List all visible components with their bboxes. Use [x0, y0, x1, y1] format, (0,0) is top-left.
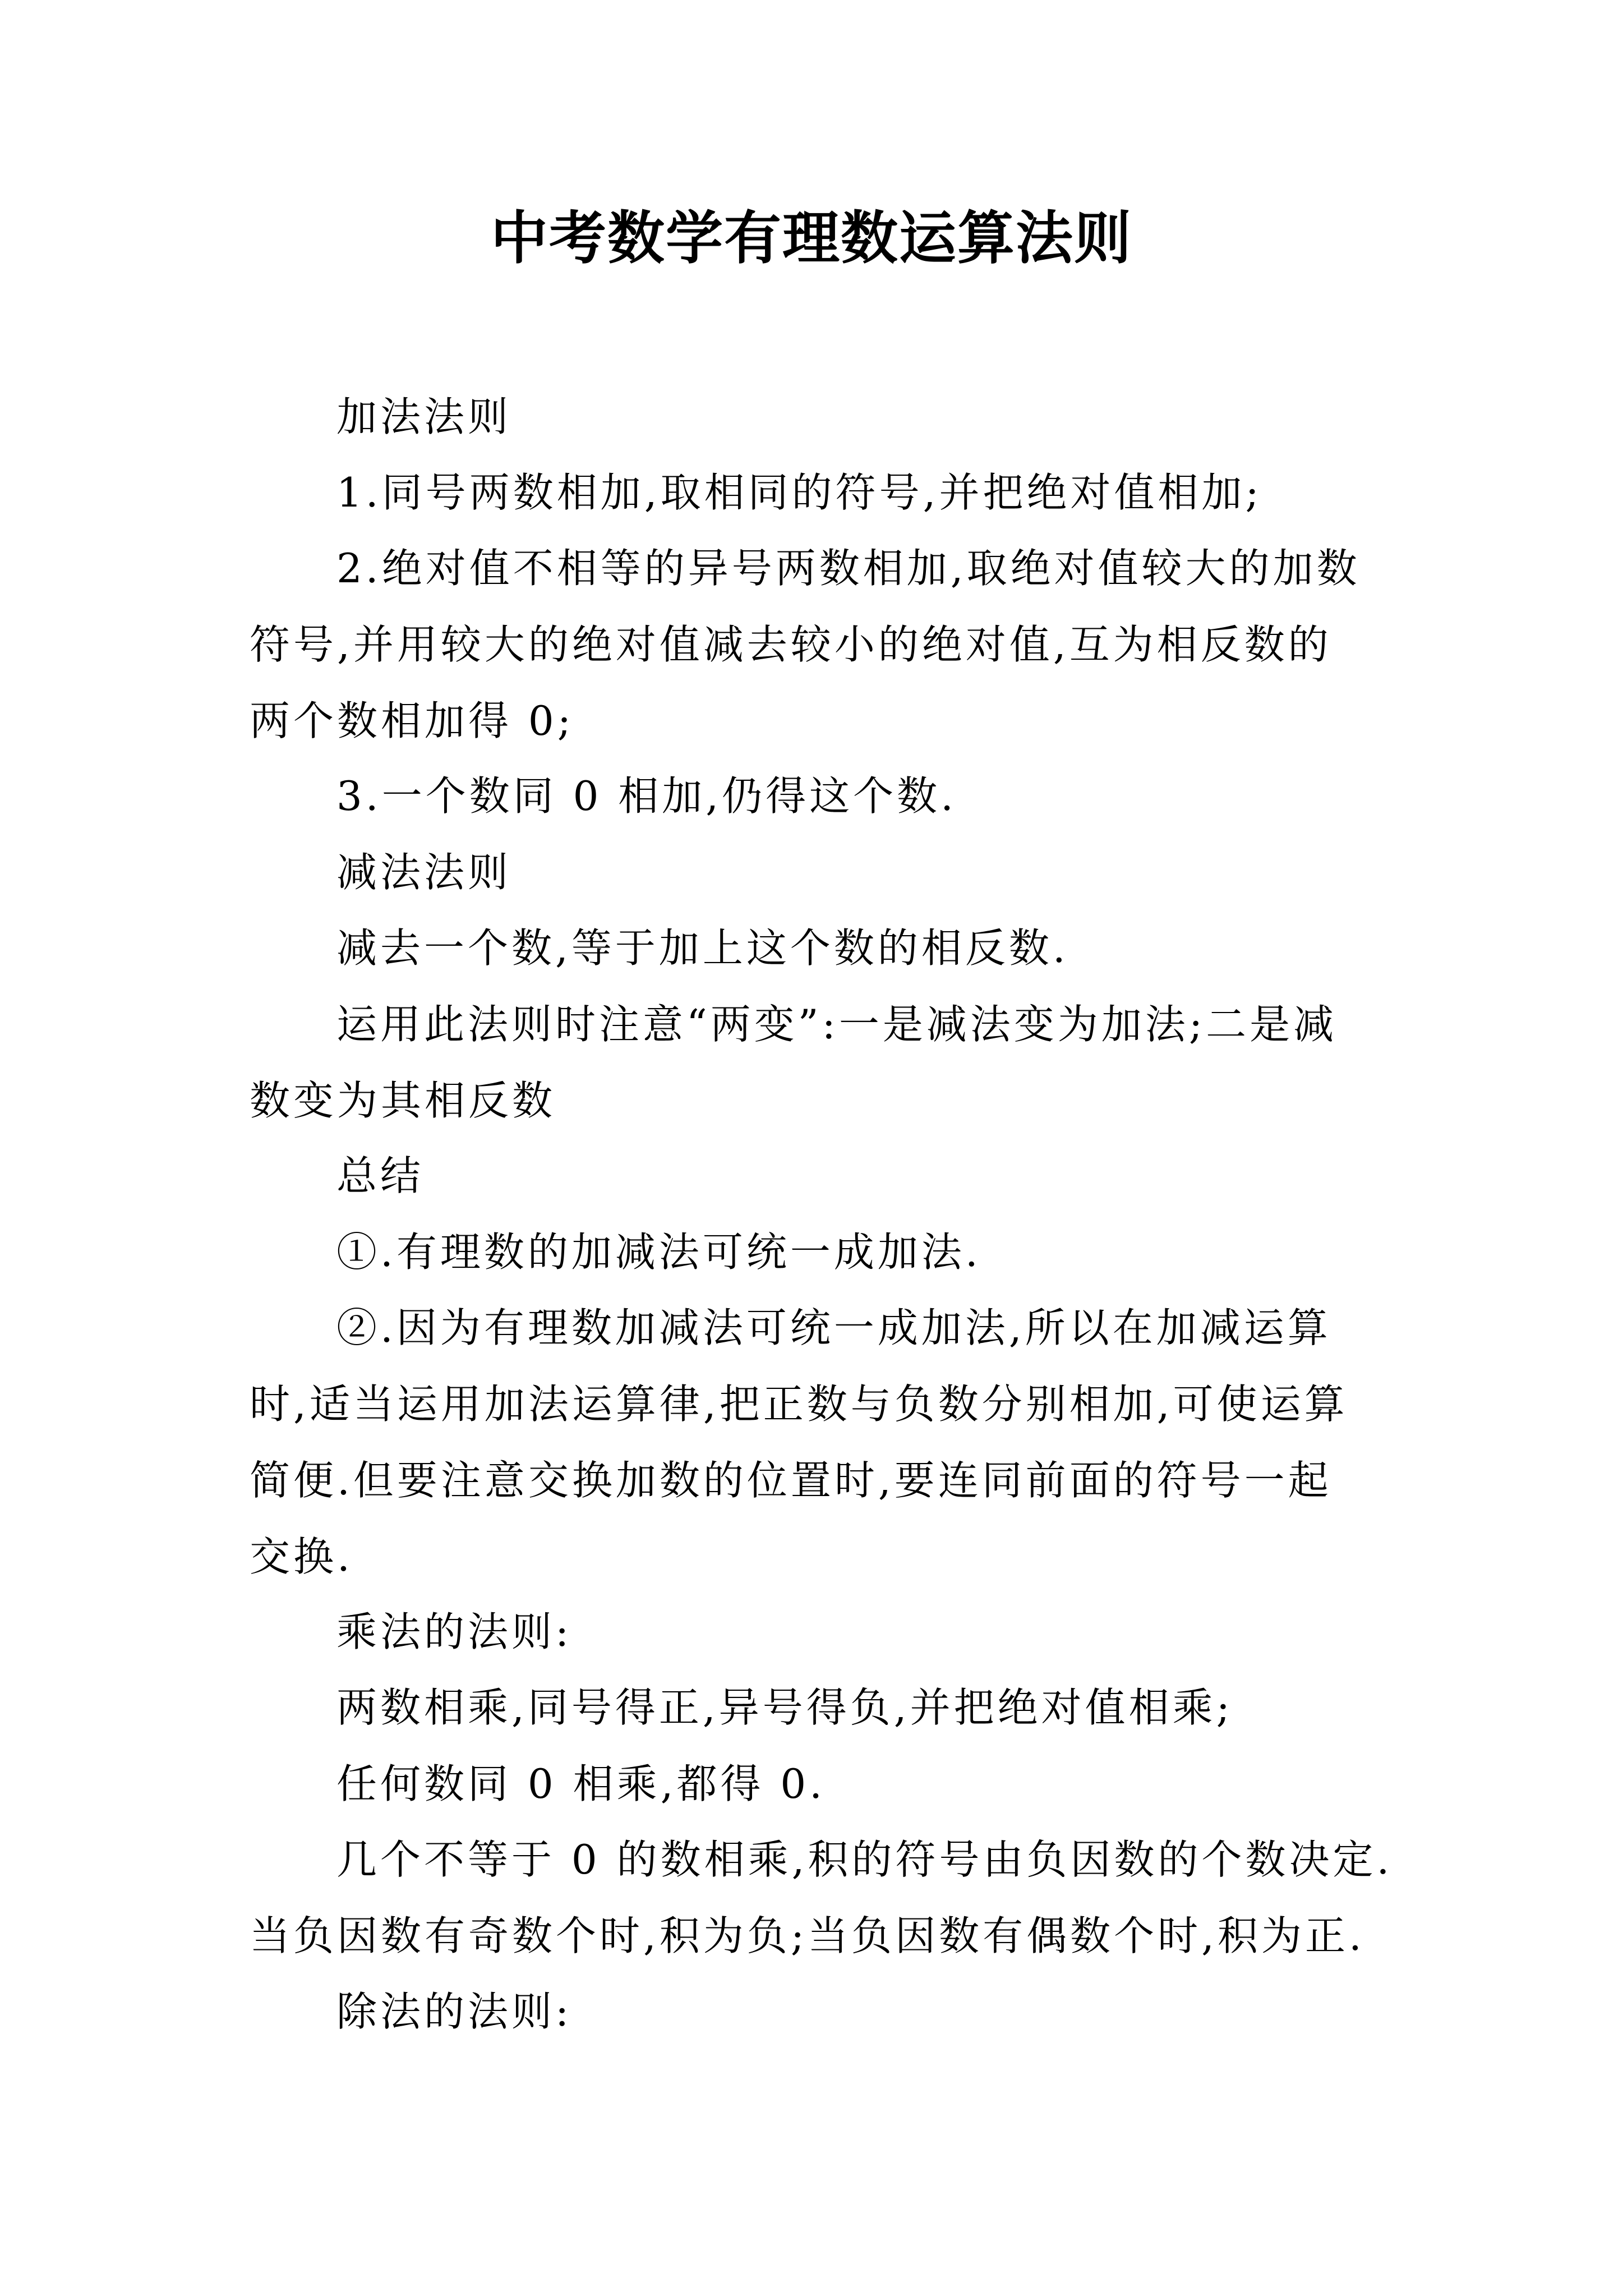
heading-multiplication-rules	[250, 1594, 1382, 1670]
text-line: 加法法则	[336, 393, 512, 440]
text-line: 总结	[336, 1152, 425, 1199]
text-line: 减去一个数,等于加上这个数的相反数.	[336, 924, 1069, 972]
text-line: ①.有理数的加减法可统一成加法.	[336, 1228, 981, 1276]
text-line: 时,适当运用加法运算律,把正数与负数分别相加,可使运算	[250, 1381, 1348, 1428]
text-line: 简便.但要注意交换加数的位置时,要连同前面的符号一起	[250, 1457, 1332, 1504]
page-title: 中考数学有理数运算法则	[491, 205, 1132, 272]
text-line: 几个不等于 0 的数相乘,积的符号由负因数的个数决定.	[336, 1836, 1393, 1883]
heading-summary	[250, 1138, 1382, 1214]
multiplication-rule-1	[250, 1669, 1382, 1746]
text-line: 数变为其相反数	[250, 1077, 556, 1124]
text-line: 2.绝对值不相等的异号两数相加,取绝对值较大的加数	[336, 545, 1361, 592]
heading-division-rules	[250, 1973, 1382, 2050]
summary-point-2	[250, 1290, 1382, 1595]
text-line: 符号,并用较大的绝对值减去较小的绝对值,互为相反数的	[250, 621, 1332, 668]
text-line: ②.因为有理数加减法可统一成加法,所以在加减运算	[336, 1304, 1331, 1351]
text-line: 1.同号两数相加,取相同的符号,并把绝对值相加;	[336, 469, 1262, 516]
text-line: 两个数相加得 0;	[250, 697, 574, 744]
addition-rule-1	[250, 454, 1382, 531]
heading-subtraction-rules	[250, 834, 1382, 910]
heading-addition-rules	[250, 379, 1382, 455]
text-line: 运用此法则时注意“两变”:一是减法变为加法;二是减	[336, 1001, 1338, 1048]
subtraction-rule	[250, 910, 1382, 986]
text-line: 当负因数有奇数个时,积为负;当负因数有偶数个时,积为正.	[250, 1912, 1365, 1959]
summary-point-1	[250, 1214, 1382, 1290]
addition-rule-2	[250, 530, 1382, 759]
multiplication-rule-3	[250, 1821, 1393, 1974]
multiplication-rule-2	[250, 1746, 1382, 1822]
text-line: 3.一个数同 0 相加,仍得这个数.	[336, 772, 957, 820]
addition-rule-3	[250, 758, 1382, 834]
text-line: 减法法则	[336, 849, 512, 896]
text-line: 任何数同 0 相乘,都得 0.	[336, 1760, 826, 1807]
text-line: 交换.	[250, 1533, 353, 1580]
text-line: 乘法的法则:	[336, 1608, 573, 1655]
subtraction-note	[250, 986, 1382, 1139]
text-line: 两数相乘,同号得正,异号得负,并把绝对值相乘;	[336, 1684, 1233, 1731]
text-line: 除法的法则:	[336, 1988, 573, 2035]
